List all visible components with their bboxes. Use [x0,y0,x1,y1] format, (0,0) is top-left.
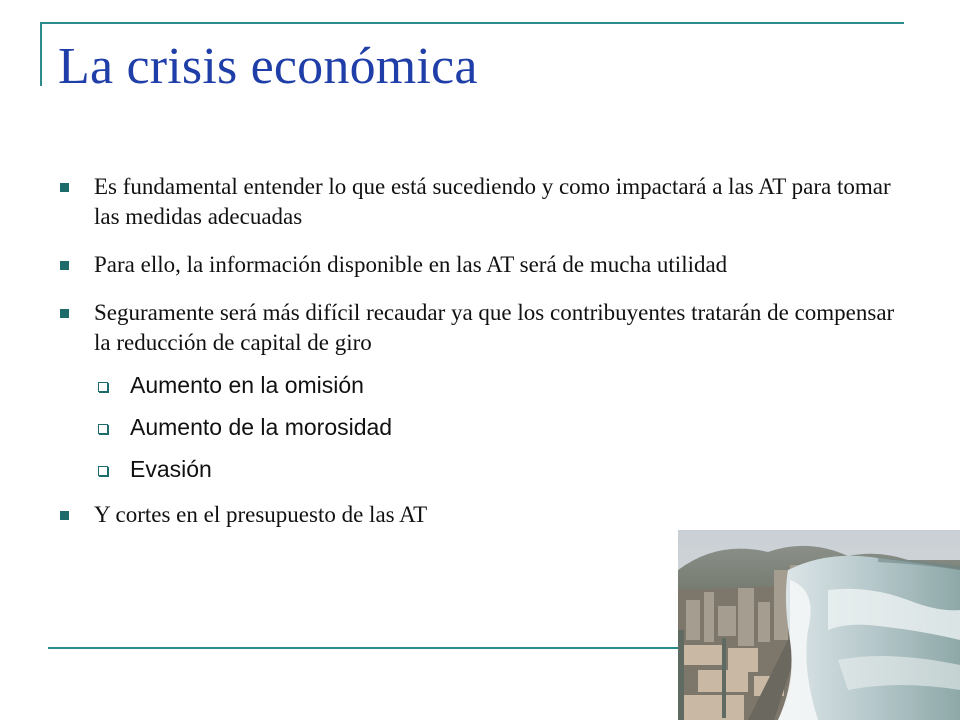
bullet-item [58,298,908,358]
sub-bullet-text: Evasión [130,456,212,482]
left-frame-line [40,22,42,86]
sub-bullet-text: Aumento en la omisión [130,372,364,398]
bullet-item [58,172,908,232]
bullet-text: Para ello, la información disponible en las AT será de mucha utilidad [94,252,728,277]
square-bullet-icon [60,183,69,192]
bullet-list [58,172,908,548]
bullet-text: Y cortes en el presupuesto de las AT [94,502,428,527]
square-bullet-icon [60,511,69,520]
sub-bullet-item [58,370,908,400]
bottom-frame-line [48,647,678,649]
tsunami-city-photo [678,530,960,720]
square-bullet-icon [60,309,69,318]
bullet-text: Seguramente será más difícil recaudar ya que los contribuyentes tratarán de compensar la reducción de capital de giro [94,300,895,355]
bullet-item [58,500,908,530]
square-bullet-icon [60,261,69,270]
slide-title: La crisis económica [58,38,478,95]
bullet-item [58,250,908,280]
hollow-square-bullet-icon [98,382,108,392]
top-frame-line [40,22,904,24]
hollow-square-bullet-icon [98,424,108,434]
bullet-text: Es fundamental entender lo que está sucediendo y como impactará a las AT para tomar las medidas adecuadas [94,174,891,229]
sub-bullet-item [58,454,908,484]
sub-bullet-text: Aumento de la morosidad [130,414,393,440]
hollow-square-bullet-icon [98,466,108,476]
sub-bullet-item [58,412,908,442]
